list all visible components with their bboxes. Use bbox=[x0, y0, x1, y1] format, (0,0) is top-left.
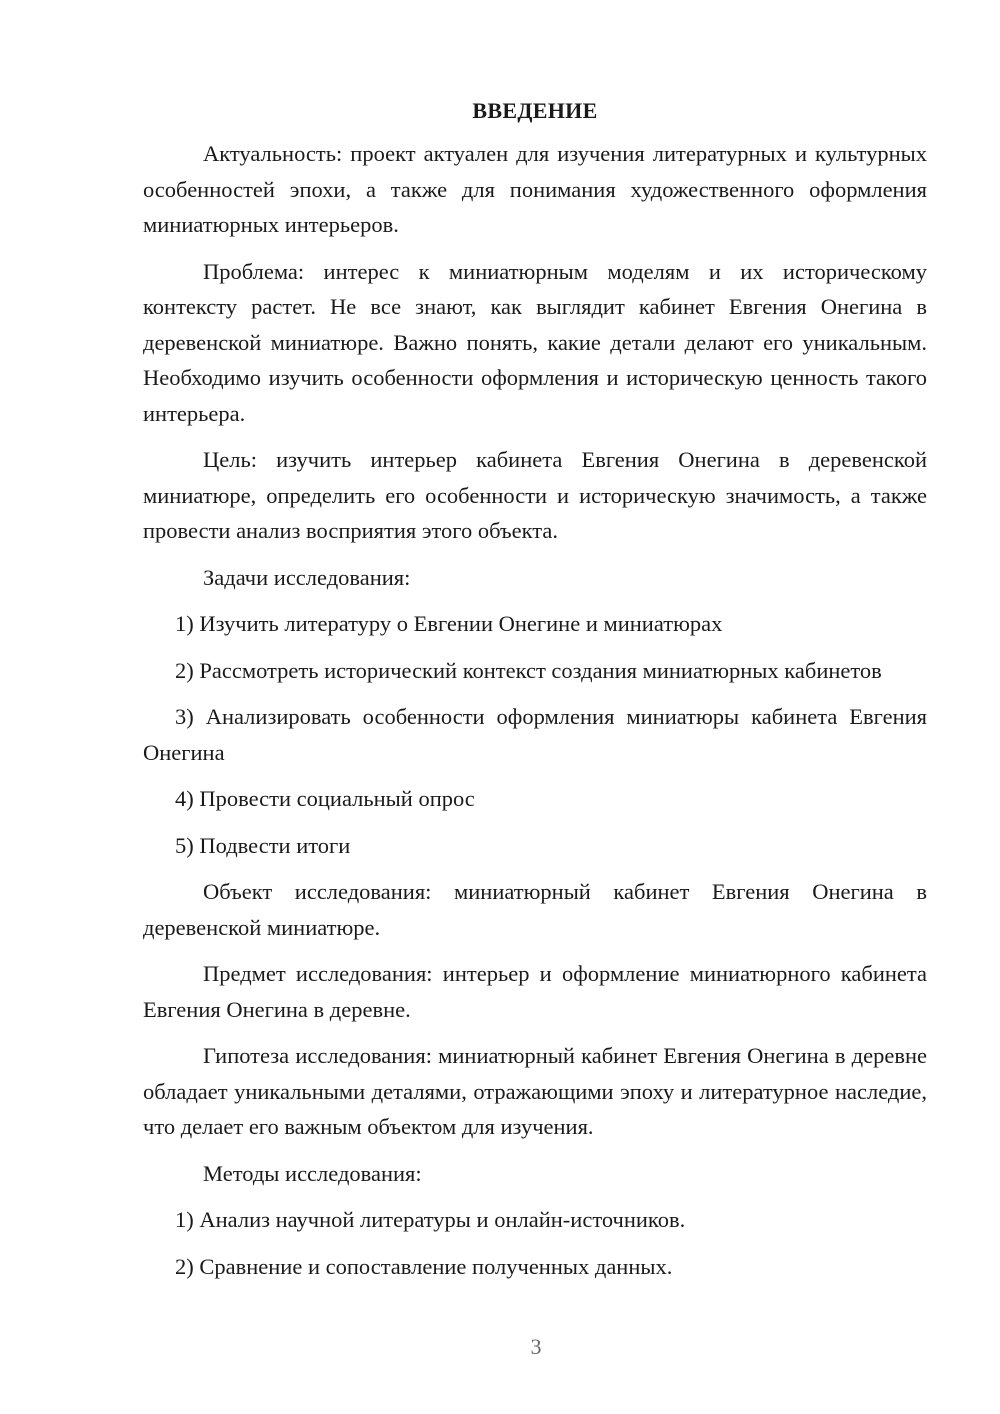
goal-paragraph: Цель: изучить интерьер кабинета Евгения Онегина в деревенской миниатюре, определить его особенности и историческую значимость, а также провести анализ восприятия этого объекта. bbox=[143, 447, 927, 543]
subject-paragraph: Предмет исследования: интерьер и оформление миниатюрного кабинета Евгения Онегина в деревне. bbox=[143, 961, 927, 1022]
page-content bbox=[143, 96, 927, 1295]
tasks-heading: Задачи исследования: bbox=[203, 564, 411, 590]
task-item: 1) Изучить литературу о Евгении Онегине и миниатюрах bbox=[175, 611, 723, 636]
method-item: 1) Анализ научной литературы и онлайн-источников. bbox=[175, 1207, 686, 1232]
section-title: ВВЕДЕНИЕ bbox=[472, 98, 598, 123]
task-item: 2) Рассмотреть исторический контекст создания миниатюрных кабинетов bbox=[175, 657, 882, 683]
task-item: 3) Анализировать особенности оформления миниатюры кабинета Евгения Онегина bbox=[143, 704, 927, 765]
method-item: 2) Сравнение и сопоставление полученных данных. bbox=[175, 1253, 673, 1279]
page-number: 3 bbox=[530, 1334, 542, 1359]
task-item: 4) Провести социальный опрос bbox=[175, 786, 475, 811]
hypothesis-paragraph: Гипотеза исследования: миниатюрный кабинет Евгения Онегина в деревне обладает уникальными деталями, отражающими эпоху и литературное наследие, что делает его важным объектом для изучения. bbox=[143, 1043, 927, 1139]
methods-heading: Методы исследования: bbox=[203, 1160, 422, 1186]
problem-paragraph: Проблема: интерес к миниатюрным моделям и их историческому контексту растет. Не все знают, как выглядит кабинет Евгения Онегина в деревенской миниатюре. Важно понять, какие детали делают его уникальным. Необходимо изучить особенности оформления и историческую ценность такого интерьера. bbox=[143, 258, 927, 426]
relevance-paragraph: Актуальность: проект актуален для изучения литературных и культурных особенностей эпохи, а также для понимания художественного оформления миниатюрных интерьеров. bbox=[143, 141, 927, 237]
object-paragraph: Объект исследования: миниатюрный кабинет Евгения Онегина в деревенской миниатюре. bbox=[143, 879, 927, 940]
task-item: 5) Подвести итоги bbox=[175, 832, 351, 858]
